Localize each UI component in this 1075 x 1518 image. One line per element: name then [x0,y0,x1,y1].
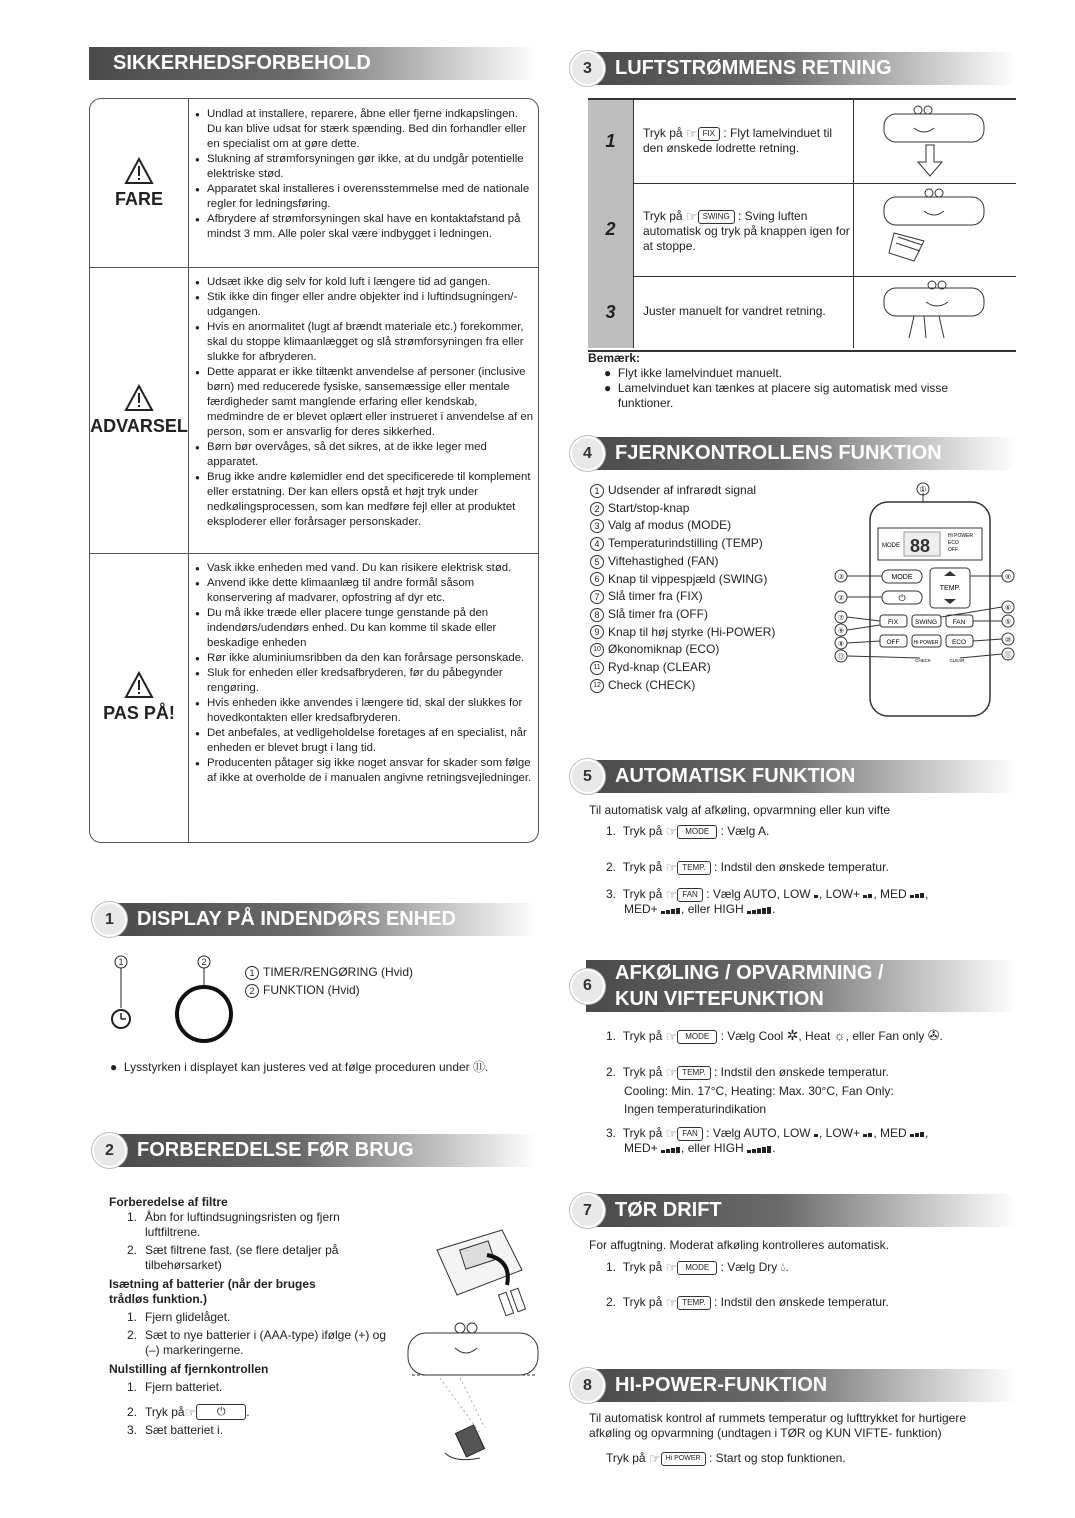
hipower-step: Tryk på ☞ Hi POWER : Start og stop funktionen. [606,1451,846,1467]
batteries-title: Isætning af batterier (når der bruges trådløs funktion.) [109,1277,316,1306]
list-item: ● Brug ikke andre kølemidler end det specificerede til komplement eller erstatning. Der kan ellers opstå et højt tryk under nedkølingsprocessen, som kan medføre fejl eller at produktet eksploderer eller forårsager personskader. [195,470,535,530]
power-button-icon: ⏻ [196,1404,246,1420]
list-item: ● Vask ikke enheden med vand. Du kan risikere elektrisk stød. [195,561,535,576]
fan-medplus-icon [661,1142,681,1157]
row-number: 1 [588,100,634,183]
lcd-mode-text: MODE [882,543,900,549]
row-number: 2 [588,183,634,276]
callout-text: ① [919,485,927,494]
caution-label-cell [90,553,189,842]
safety-row-warning [90,267,538,554]
warning-label: ADVARSEL [90,415,188,436]
list-item: ● Dette apparat er ikke tiltænkt anvendelse af personer (inclusive børn) med reducerede fysiske, sansemæssige eller mentale færdigheder samt manglende erfaring eller kendskab, medmindre de er blevet oplært eller instrueret i anvendelse af en person, som er ansvarlig for deres sikkerhed. [195,365,535,440]
list-item: 2 Start/stop-knap [590,500,775,518]
list-item: ● Hvis enheden ikke anvendes i længere tid, skal der slukkes for hovedkontakten eller kredsafbryderen. [195,696,535,726]
warning-list [195,275,535,530]
remote-eco-label: ECO [951,639,967,646]
table-row [588,100,1016,184]
danger-label: FARE [114,188,163,209]
remote-swing-label: SWING [914,619,938,626]
row-text: Juster manuelt for vandret retning. [643,304,826,318]
warning-label-cell [90,267,189,553]
callout-text: ⑪ [1004,652,1012,659]
dry-step-1: 1. Tryk på ☞ MODE : Vælg Dry 💧︎. [606,1260,789,1276]
danger-list [195,107,535,242]
temp-button-icon: TEMP. [677,861,710,875]
section-title: SIKKERHEDSFORBEHOLD [113,52,371,74]
mode-button-icon: MODE [677,1030,717,1044]
airflow-note [588,351,1008,411]
cool-heat-step-2: 2. Tryk på ☞ TEMP. : Indstil den ønskede temperatur. Cooling: Min. 17°C, Heating: Max. 30°C, Fan Only: Ingen temperaturindikation [606,1064,894,1116]
row-number: 3 [588,276,634,348]
list-item: ● Sluk for enheden eller kredsafbryderen, før du påbegynder rengøring. [195,666,535,696]
svg-text:⏻: ⏻ [898,593,906,603]
lcd-off-text: OFF [948,547,958,553]
callout-2-text: 2 [201,957,207,967]
section-title: AUTOMATISK FUNKTION [615,765,856,787]
pointing-hand-icon: ☞ [665,1064,678,1080]
legend-item-2: 2 FUNKTION (Hvid) [245,983,413,998]
callout-1-text: 1 [118,957,124,967]
lcd-hipower-text: Hi POWER [948,533,973,539]
remote-check-label: CHECK [915,658,931,663]
list-item: ● Apparatet skal installeres i overensstemmelse med de nationale regler for ledningsføring. [195,182,535,212]
caution-label: PAS PÅ! [103,703,175,723]
section-header-7 [583,1194,1016,1227]
row-text: Tryk på ☞ FIX : Flyt lamelvinduet til den ønskede lodrette retning. [643,126,833,156]
swing-button-icon: SWING [698,210,735,224]
section-number: 2 [92,1133,127,1168]
remote-fix-label: FIX [887,619,899,626]
section-header-3 [583,52,1016,85]
list-item: ● Afbrydere af strømforsyningen skal have en kontaktafstand på mindst 3 mm. Alle poler skal være indbygget i ledningen. [195,212,535,242]
callout-text: ⑫ [837,654,845,661]
list-item: ● Producenten påtager sig ikke noget ansvar for skader som følge af ikke at overholde de i manualen angivne retningsvejledninger. [195,756,535,786]
remote-hipower-label: Hi POWER [913,640,939,646]
temp-button-icon: TEMP. [677,1296,710,1310]
svg-text:88: 88 [910,536,931,556]
section-title-line-2: KUN VIFTEFUNKTION [615,988,824,1010]
safety-table [89,98,539,843]
section-title: LUFTSTRØMMENS RETNING [615,57,892,79]
list-item: ● Du må ikke træde eller placere tunge genstande på den indendørs/udendørs enhed. Du kan komme til skade eller beskadige enheden [195,606,535,651]
list-item: ● Udsæt ikke dig selv for kold luft i længere tid ad gangen. [195,275,535,290]
list-item: ● Slukning af strømforsyningen gør ikke, at du undgår potentielle elektriske stød. [195,152,535,182]
safety-row-caution [90,553,538,842]
table-row [588,183,1016,277]
section-number: 4 [570,436,605,471]
mode-button-icon: MODE [677,1261,717,1275]
pointing-hand-icon: ☞ [665,1126,678,1142]
warning-triangle-icon [124,384,154,412]
pointing-hand-icon: ☞ [685,209,698,225]
list-item: 8 Slå timer fra (OFF) [590,606,775,624]
list-item: ● Rør ikke aluminiumsribben da den kan forårsage personskade. [195,651,535,666]
display-illustration [105,953,245,1048]
fan-medplus-icon [661,903,681,918]
hipower-intro: Til automatisk kontrol af rummets temperatur og lufttrykket for hurtigere afkøling og opvarmning (undtagen i TØR og KUN VIFTE- funktion) [589,1411,967,1440]
note-item: ● Lamelvinduet kan tænkes at placere sig automatisk med visse funktioner. [604,381,949,410]
remote-temp-label: TEMP. [939,585,961,592]
list-item: ● Børn bør overvåges, så det sikres, at de ikke leger med apparatet. [195,440,535,470]
auto-step-2: 2. Tryk på ☞ TEMP. : Indstil den ønskede temperatur. [606,860,889,876]
remote-off-label: OFF [886,639,900,646]
caution-list [195,561,535,786]
filters-steps: 1. Åbn for luftindsugningsristen og fjern luftfiltrene. 2. Sæt filtrene fast. (se flere detaljer på tilbehørsarket) [127,1210,340,1272]
pointing-hand-icon: ☞ [665,1295,678,1311]
section-title: HI-POWER-FUNKTION [615,1374,828,1396]
pointing-hand-icon: ☞ [665,1260,678,1276]
lcd-eco-text: ECO [948,540,959,546]
pointing-hand-icon: ☞ [648,1451,661,1467]
callout-text: ⑦ [837,615,845,622]
section-header-1 [105,903,537,936]
cool-heat-step-3: 3. Tryk på ☞ FAN : Vælg AUTO, LOW , LOW+ , MED , MED+ , eller HIGH . [606,1126,929,1156]
section-title-line-1: AFKØLING / OPVARMNING / [615,962,884,984]
fan-high-icon [747,903,772,918]
unit-fix-illustration [853,100,1017,183]
table-row [588,276,1016,348]
section-header-8 [583,1369,1016,1402]
remote-illustration [830,480,1020,720]
callout-text: ⑨ [837,628,845,635]
safety-row-danger [90,99,538,268]
callout-text: ⑥ [1004,605,1012,612]
callout-text: ③ [837,574,845,581]
list-item: 7 Slå timer fra (FIX) [590,588,775,606]
list-item: 6 Knap til vippespjæld (SWING) [590,571,775,589]
display-legend [245,965,413,998]
display-note: ● Lysstyrken i displayet kan justeres ved at følge proceduren under ⑪. [110,1060,489,1074]
section-number: 1 [92,902,127,937]
section-number: 5 [570,759,605,794]
prep-text [109,1195,389,1438]
unit-hand-illustration [400,1318,540,1468]
dry-step-2: 2. Tryk på ☞ TEMP. : Indstil den ønskede temperatur. [606,1295,889,1311]
note-title: Bemærk: [588,351,641,365]
list-item: 4 Temperaturindstilling (TEMP) [590,535,775,553]
list-item: ● Hvis en anormalitet (lugt af brændt materiale etc.) forekommer, skal du stoppe klimaanlægget og slå strømforsyningen fra eller slukke for afbryderen. [195,320,535,365]
auto-intro: Til automatisk valg af afkøling, opvarmning eller kun vifte [589,803,891,817]
list-item: 1 Udsender af infrarødt signal [590,482,775,500]
section-title: TØR DRIFT [615,1199,722,1221]
section-header-6 [583,960,1016,1012]
dry-drop-icon: 💧︎ [780,1260,786,1274]
remote-battery-illustration [432,1225,542,1320]
batteries-steps: 1. Fjern glidelåget. 2. Sæt to nye batterier i (AAA-type) ifølge (+) og (–) markeringerne. [127,1310,387,1357]
heat-icon: ☼ [833,1028,846,1043]
section-header-safety [89,47,537,80]
section-title: FJERNKONTROLLENS FUNKTION [615,442,942,464]
pointing-hand-icon: ☞ [184,1404,197,1420]
pointing-hand-icon: ☞ [665,1029,678,1045]
section-number: 7 [570,1193,605,1228]
danger-label-cell [90,99,189,267]
filters-title: Forberedelse af filtre [109,1195,228,1209]
remote-mode-label: MODE [891,574,913,581]
unit-swing-illustration [853,183,1017,276]
section-title: FORBEREDELSE FØR BRUG [137,1139,414,1161]
list-item: 5 Viftehastighed (FAN) [590,553,775,571]
fan-med-icon [910,1126,925,1141]
row-text: Tryk på ☞ SWING : Sving luften automatisk og tryk på knappen igen for at stoppe. [643,209,850,254]
list-item: ● Anvend ikke dette klimaanlæg til andre formål såsom konservering af madvarer, opfostring af dyr etc. [195,576,535,606]
list-item: 3 Valg af modus (MODE) [590,517,775,535]
section-header-2 [105,1134,537,1167]
section-header-5 [583,760,1016,793]
fan-only-icon: ✇ [927,1027,940,1043]
cool-icon: ✲ [786,1027,799,1043]
list-item: ● Det anbefales, at vedligeholdelse foretages af en specialist, når enheden er blevet brugt i lang tid. [195,726,535,756]
note-item: ● Flyt ikke lamelvinduet manuelt. [604,366,782,380]
pointing-hand-icon: ☞ [665,887,678,903]
pointing-hand-icon: ☞ [665,824,678,840]
warning-triangle-icon [124,671,154,699]
remote-functions-list [590,482,775,694]
fan-button-icon: FAN [677,888,703,902]
dry-intro: For affugtning. Moderat afkøling kontrolleres automatisk. [589,1238,889,1252]
reset-title: Nulstilling af fjernkontrollen [109,1362,269,1376]
remote-fan-label: FAN [952,619,966,626]
callout-text: ⑤ [1004,619,1012,626]
callout-text: ② [837,595,845,602]
list-item: 12 Check (CHECK) [590,677,775,695]
pointing-hand-icon: ☞ [665,860,678,876]
list-item: 10 Økonomiknap (ECO) [590,641,775,659]
auto-step-3: 3. Tryk på ☞ FAN : Vælg AUTO, LOW , LOW+ , MED , MED+ , eller HIGH . [606,887,929,917]
callout-text: ⑩ [1004,637,1012,644]
legend-item-1: 1 TIMER/RENGØRING (Hvid) [245,965,413,980]
section-number: 8 [570,1368,605,1403]
reset-steps: 1. Fjern batteriet. 2. Tryk på ☞ ⏻ . 3. Sæt batteriet i. [127,1380,250,1437]
remote-clear-label: CLEAR [949,658,965,663]
cool-heat-step-1: 1. Tryk på ☞ MODE : Vælg Cool ✲, Heat ☼, eller Fan only ✇. [606,1027,943,1045]
fan-button-icon: FAN [677,1127,703,1141]
auto-step-1: 1. Tryk på ☞ MODE : Vælg A. [606,824,770,840]
mode-button-icon: MODE [677,825,717,839]
list-item: ● Stik ikke din finger eller andre objekter ind i luftindsugningen/-udgangen. [195,290,535,320]
hipower-button-icon: Hi POWER [661,1452,706,1466]
unit-manual-illustration [853,276,1017,348]
fan-high-icon [747,1142,772,1157]
section-number: 3 [570,51,605,86]
warning-triangle-icon [124,157,154,185]
callout-text: ⑧ [837,641,845,648]
section-header-4 [583,437,1016,470]
pointing-hand-icon: ☞ [685,126,698,142]
fix-button-icon: FIX [698,127,720,141]
list-item: 9 Knap til høj styrke (Hi-POWER) [590,624,775,642]
fan-lowplus-icon [863,1126,873,1141]
temp-button-icon: TEMP. [677,1066,710,1080]
callout-text: ④ [1004,574,1012,581]
airflow-table [588,98,1016,352]
fan-lowplus-icon [863,887,873,902]
fan-med-icon [910,887,925,902]
section-number: 6 [570,969,605,1004]
list-item: ● Undlad at installere, reparere, åbne eller fjerne indkapslingen. Du kan blive udsat for stærk spænding. Bed din forhandler eller en specialist om at gøre dette. [195,107,535,152]
list-item: 11 Ryd-knap (CLEAR) [590,659,775,677]
section-title: DISPLAY PÅ INDENDØRS ENHED [137,908,456,930]
